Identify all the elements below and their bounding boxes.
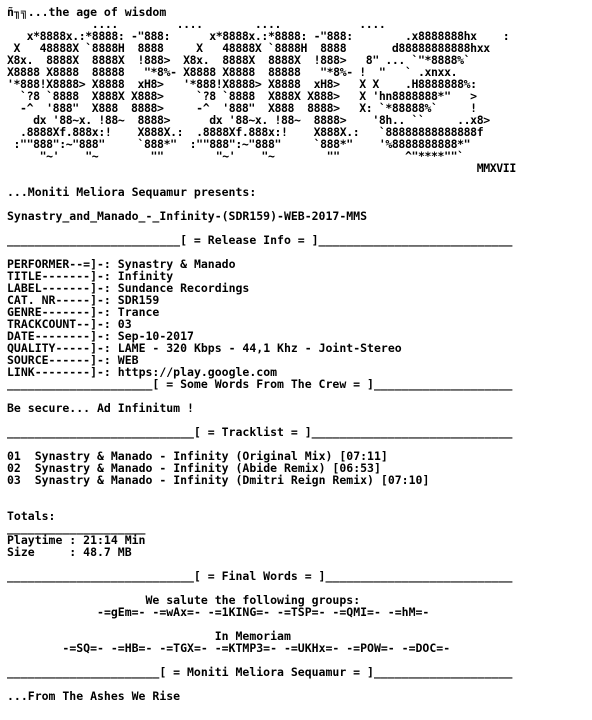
track-number: 02 [7, 461, 21, 475]
logo-art-line: :""888":~"888" `888*" :""888":~"888" `888*" '%8888888888*" [7, 137, 471, 151]
field-value: Trance [117, 305, 160, 319]
field-value: LAME - 320 Kbps - 44,1 Khz - Joint-Stereo [117, 341, 402, 355]
logo-art-line: "~' "~ "" "~' "~ "" ^"****""` [7, 149, 464, 163]
track-title: Synastry & Manado - Infinity (Dmitri Reign Remix) [07:10] [34, 473, 430, 487]
field-key: LINK--------]-: [7, 365, 111, 379]
track-title: Synastry & Manado - Infinity (Original Mix) [07:11] [34, 449, 388, 463]
logo-art-line: '*888!X8888> X8888 xH8> '*888!X8888> X8888 xH8> X X .H8888888%: [7, 77, 477, 91]
crew-words-header: _____________________[ = Some Words From The Crew = ]____________________ [7, 377, 513, 391]
track-title: Synastry & Manado - Infinity (Abide Remix) [06:53] [34, 461, 381, 475]
logo-art-line: X8x. 8888X 8888X !888> X8x. 8888X 8888X !888> 8" ... `"*8888%` [7, 53, 471, 67]
field-key: PERFORMER--=]-: [7, 257, 111, 271]
logo-art-year-line: MMXVII [7, 161, 516, 175]
memoriam-groups: -=SQ=- -=HB=- -=TGX=- -=KTMP3=- -=UKHx=- -=POW=- -=DOC=- [62, 641, 451, 655]
track-number: 01 [7, 449, 21, 463]
logo-art-line: x*8888x.:*8888: -"888: x*8888x.:*8888: -"888: .x8888888hx : [7, 29, 510, 43]
field-value: Infinity [117, 269, 174, 283]
field-value: Sundance Recordings [117, 281, 250, 295]
field-key: GENRE-------]-: [7, 305, 111, 319]
salute-title: We salute the following groups: [145, 593, 361, 607]
field-key: LABEL-------]-: [7, 281, 111, 295]
logo-art-line: `?8 `8888 X888X X888> `?8 `8888 X888X X888> X 'hn8888888*" > [7, 89, 477, 103]
field-key: TITLE-------]-: [7, 269, 111, 283]
totals-playtime: Playtime : 21:14 Min [7, 533, 146, 547]
footer-text: ...From The Ashes We Rise [7, 689, 181, 703]
final-words-header: ___________________________[ = Final Words = ]___________________________ [7, 569, 513, 583]
field-key: DATE--------]-: [7, 329, 111, 343]
salute-groups: -=gEm=- -=wAx=- -=1KING=- -=TSP=- -=QMI=- -=hM=- [97, 605, 430, 619]
release-name: Synastry_and_Manado_-_Infinity-(SDR159)-WEB-2017-MMS [7, 209, 368, 223]
field-value: 03 [117, 317, 132, 331]
field-value: WEB [117, 353, 139, 367]
logo-art-line: .8888Xf.888x:! X888X.: .8888Xf.888x:! X888X.: `88888888888888f [7, 125, 484, 139]
crew-words-text: Be secure... Ad Infinitum ! [7, 401, 194, 415]
release-info-fields [7, 258, 592, 378]
track-row [7, 474, 592, 486]
track-number: 03 [7, 473, 21, 487]
field-key: SOURCE------]-: [7, 353, 111, 367]
field-key: QUALITY-----]-: [7, 341, 111, 355]
footer-header: ______________________[ = Moniti Meliora Sequamur = ]____________________ [7, 665, 513, 679]
field-key: CAT. NR-----]-: [7, 293, 111, 307]
field-value: Synastry & Manado [117, 257, 236, 271]
field-value: https://play.google.com [117, 365, 278, 379]
field-key: TRACKCOUNT--]-: [7, 317, 111, 331]
field-value: SDR159 [117, 293, 160, 307]
logo-art-line: X 48888X `8888H 8888 X 48888X `8888H 8888 d88888888888hxx [7, 41, 490, 55]
tracklist-header: ___________________________[ = Tracklist = ]_____________________________ [7, 425, 513, 439]
logo-art-line: dx '88~x. !88~ 8888> dx '88~x. !88~ 8888> '8h.. `` ..x8> [7, 113, 490, 127]
totals-size: Size : 48.7 MB [7, 545, 132, 559]
memoriam-title: In Memoriam [214, 629, 291, 643]
field-value: Sep-10-2017 [117, 329, 194, 343]
tracklist [7, 450, 592, 486]
logo-art-line: -^ '888" X888 8888> -^ '888" X888 8888> X: `*88888%` ! [7, 101, 477, 115]
header-title-line: ñ╖╗...the age of wisdom [7, 5, 167, 19]
totals-label: Totals: [7, 509, 56, 523]
presents-line: ...Moniti Meliora Sequamur presents: [7, 185, 257, 199]
ascii-logo-art [7, 18, 592, 174]
logo-art-line: .... .... .... .... [7, 17, 386, 31]
release-info-header: _________________________[ = Release Info = ]____________________________ [7, 233, 513, 247]
totals-underline: ____________________ [7, 521, 146, 535]
logo-art-line: X8888 X8888 88888 "*8%- X8888 X8888 88888 "*8%- ! " ` .xnxx. [7, 65, 458, 79]
